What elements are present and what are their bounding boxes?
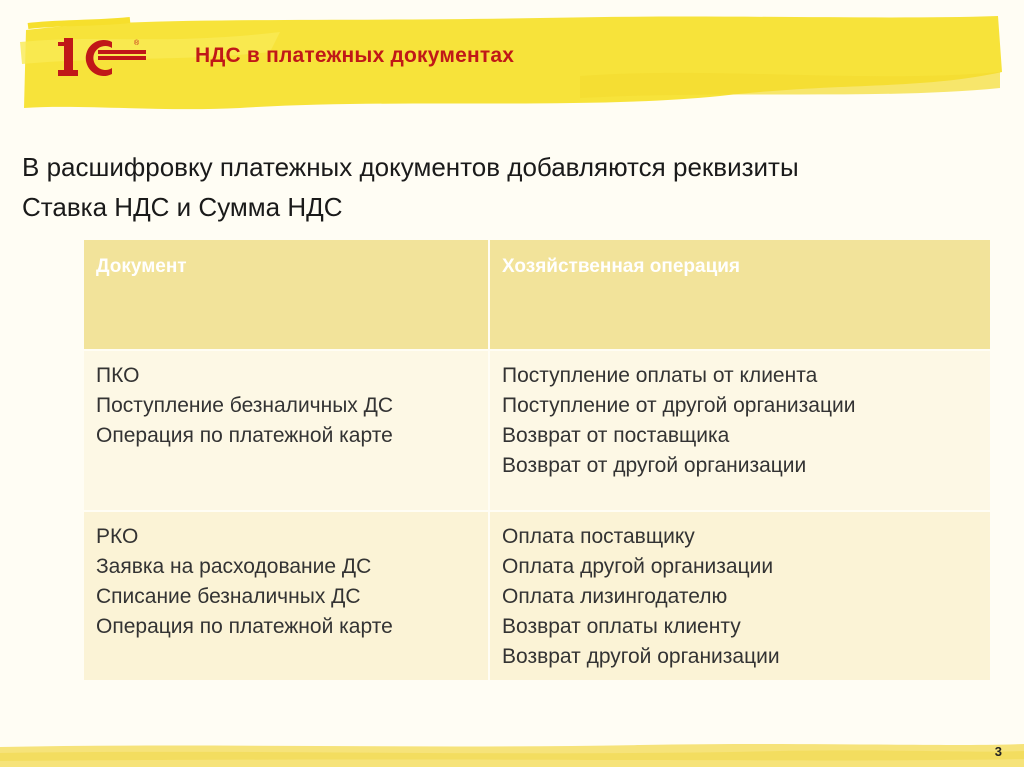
svg-text:®: ® [134,40,140,47]
column-header-operation: Хозяйственная операция [488,240,990,349]
document-item: ПКО [96,364,140,387]
page-number: 3 [994,744,1002,759]
operation-item: Поступление от другой организации [502,394,856,417]
operation-item: Оплата другой организации [502,555,774,578]
document-item: Поступление безналичных ДС [96,394,394,417]
column-header-document: Документ [84,240,488,349]
document-item: Операция по платежной карте [96,615,393,638]
table-row [84,351,990,510]
documents-table [84,240,990,680]
intro-text [22,147,1002,227]
operation-cell [488,512,990,680]
operation-item: Возврат оплаты клиенту [502,615,741,638]
table-row [84,512,990,680]
operation-cell [488,351,990,510]
document-cell [84,512,488,680]
table-header-row [84,240,990,349]
document-item: Заявка на расходование ДС [96,555,372,578]
intro-line-1: В расшифровку платежных документов добавляются реквизиты [22,152,799,182]
operation-item: Возврат от поставщика [502,424,730,447]
operation-item: Оплата поставщику [502,525,695,548]
document-item: РКО [96,525,139,548]
operation-item: Возврат другой организации [502,645,780,668]
1c-logo [58,36,148,80]
intro-line-2: Ставка НДС и Сумма НДС [22,192,343,222]
document-cell [84,351,488,510]
document-item: Операция по платежной карте [96,424,393,447]
footer-highlight-band [0,741,1024,767]
operation-item: Поступление оплаты от клиента [502,364,818,387]
operation-item: Оплата лизингодателю [502,585,728,608]
operation-item: Возврат от другой организации [502,454,807,477]
document-item: Списание безналичных ДС [96,585,361,608]
slide-title: НДС в платежных документах [195,44,515,67]
